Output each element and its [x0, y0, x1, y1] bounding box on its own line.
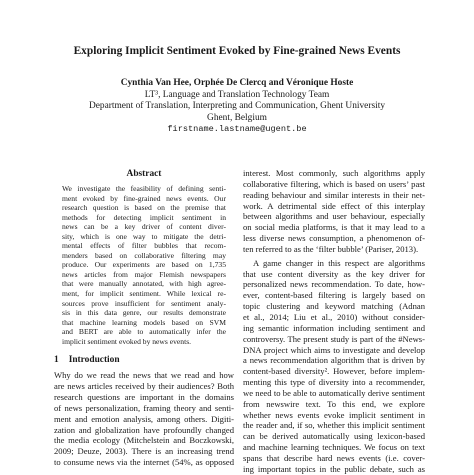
abstract-line: sis in this data genre, our results demonstrate	[62, 308, 226, 318]
body-line: we need to be able to automatically derive sentiment	[243, 387, 425, 398]
body-line: ing important topics in the public debate, such as	[243, 463, 425, 474]
body-line: controversy. The present study is part of the #News-	[243, 333, 425, 344]
body-line: the media ecology (Mitchelstein and Boczkowski,	[54, 435, 234, 446]
body-line: a news recommendation algorithm that is driven by	[243, 355, 425, 366]
abstract-line: sity, which is one way to mitigate the detri-	[62, 231, 226, 241]
body-line: less diverse news consumption, a phenomenon of-	[243, 233, 425, 244]
abstract-line: ment, for implicit sentiment. While lexical re-	[62, 289, 226, 299]
section-title: Introduction	[68, 355, 120, 366]
abstract-line: news articles from major Flemish newspapers	[62, 269, 226, 279]
body-paragraph	[243, 258, 425, 475]
body-line: that use content diversity as the key driver for	[243, 268, 425, 279]
abstract-line: research question is based on the premise that	[62, 203, 226, 213]
body-line: of news personalization, framing theory and senti-	[54, 402, 234, 413]
author-lab: LT³, Language and Translation Technology Team	[144, 89, 330, 100]
author-block	[20, 78, 454, 136]
body-line: between algorithms and user behaviour, especially	[243, 211, 425, 222]
body-line: research questions are important in the domains	[54, 391, 234, 402]
body-line: ment and emotion analysis, among others. Digiti-	[54, 413, 234, 424]
body-line: spans that describe hard news events (i.e. cover-	[243, 452, 425, 463]
abstract-line: We investigate the feasibility of defining senti-	[62, 184, 226, 193]
right-column	[243, 168, 425, 475]
body-line: 2009; Deuze, 2003). There is an increasing trend	[54, 446, 234, 457]
section-number: 1	[54, 355, 59, 366]
body-line: collaborative filtering, which is based on users’ past	[243, 178, 425, 189]
abstract-line: implicit sentiment evoked by news events.	[62, 336, 192, 346]
body-line: zation and globalization have profoundly changed	[54, 424, 234, 435]
body-line: and machine learning techniques. We focus on text	[243, 442, 425, 453]
body-line: A game changer in this respect are algorithms	[253, 257, 425, 268]
abstract-line: that machine learning models based on SVM	[62, 317, 226, 327]
abstract-line: sources prove insufficient for sentiment analy-	[62, 298, 226, 308]
abstract-line: produce. Our experiments are based on 1,735	[62, 260, 226, 270]
abstract-body	[62, 184, 226, 346]
body-line: topic clustering and keyword matching (Adnan	[243, 301, 425, 312]
abstract-line: news can be a key driver of content diver-	[62, 222, 226, 232]
body-line: ten referred to as the ‘filter bubble’ (Pariser, 2013).	[243, 243, 419, 254]
left-column	[54, 168, 234, 468]
body-line: content-based diversity². However, before implem-	[243, 366, 425, 377]
body-line: are news articles received by their audiences? Both	[54, 381, 234, 392]
body-line: Why do we read the news that we read and how	[54, 370, 234, 381]
body-line: ever, content-based filtering is largely based on	[243, 290, 425, 301]
body-line: on social media platforms, is that it may lead to a	[243, 222, 425, 233]
body-paragraph	[243, 168, 425, 255]
body-line: to consume news via the internet (54%, as opposed	[54, 457, 234, 468]
author-city: Ghent, Belgium	[207, 112, 267, 123]
author-email: firstname.lastname@ugent.be	[167, 124, 307, 135]
introduction-paragraph	[54, 370, 234, 468]
abstract-heading: Abstract	[126, 169, 162, 179]
author-department: Department of Translation, Interpreting and Communication, Ghent University	[88, 101, 386, 112]
abstract-line: that were manually annotated, with high agree-	[62, 279, 226, 289]
abstract-line: mental effects of filter bubbles that recom-	[62, 241, 226, 251]
section-heading-introduction	[54, 354, 234, 366]
abstract-line: ment evoked by fine-grained news events. Our	[62, 193, 226, 203]
paper-title: Exploring Implicit Sentiment Evoked by Fine-grained News Events	[73, 45, 401, 57]
body-line: interest. Most commonly, such algorithms apply	[243, 168, 425, 178]
abstract-line: and BERT are able to automatically infer the	[62, 327, 226, 337]
body-line: personalized news recommendation. To date, how-	[243, 279, 425, 290]
body-line: DNA project which aims to investigate and develop	[243, 344, 425, 355]
body-line: et al., 2014; Liu et al., 2010) without consider-	[243, 311, 425, 322]
body-line: menting this type of diversity into a recommender,	[243, 377, 425, 388]
author-names: Cynthia Van Hee, Orphée De Clercq and Véronique Hoste	[120, 78, 354, 88]
abstract-line: methods for detecting implicit sentiment in	[62, 212, 226, 222]
body-line: whether news events evoke implicit sentiment in	[243, 409, 425, 420]
abstract-line: menders based on collaborative filtering may	[62, 250, 226, 260]
body-line: reading behaviour and similar interests in their net-	[243, 189, 425, 200]
body-line: the reader and, if so, whether this implicit sentiment	[243, 420, 425, 431]
body-line: from newswire text. To this end, we explore	[243, 398, 425, 409]
body-line: ing semantic information including sentiment and	[243, 322, 425, 333]
body-line: work. A detrimental side effect of this interplay	[243, 200, 425, 211]
body-line: can be derived automatically using lexicon-based	[243, 431, 425, 442]
